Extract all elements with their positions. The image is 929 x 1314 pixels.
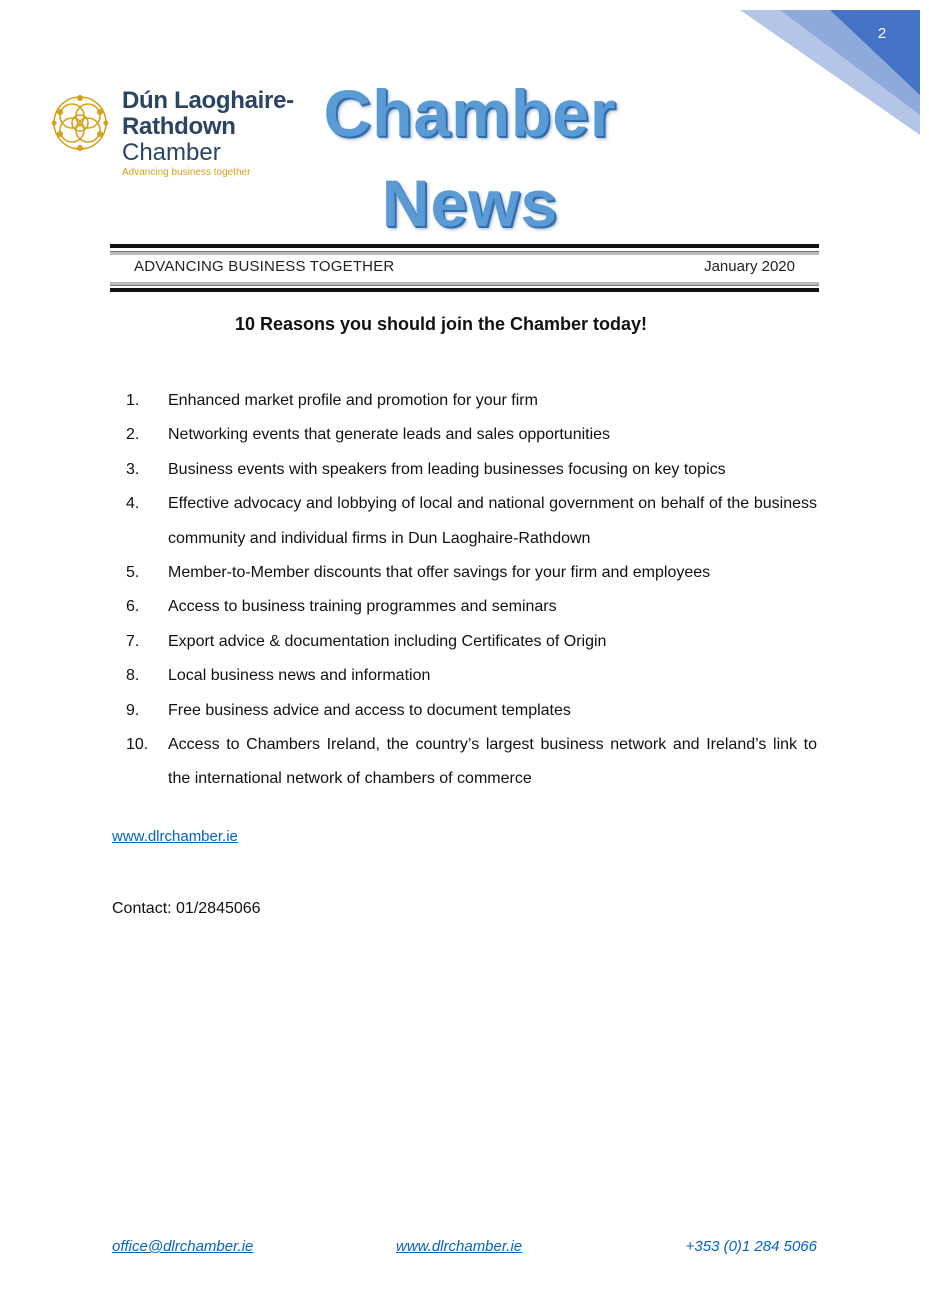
list-item-text: Networking events that generate leads and sales opportunities [168, 426, 611, 444]
celtic-knot-icon [50, 92, 110, 154]
list-item-number: 4. [126, 495, 140, 513]
masthead-word-news: News [381, 166, 559, 240]
list-item-number: 10. [126, 736, 149, 754]
list-item [112, 694, 817, 728]
list-item-number: 7. [126, 632, 140, 650]
page-heading: 10 Reasons you should join the Chamber today! [234, 314, 648, 334]
contact-phone: Contact: 01/2845066 [112, 900, 261, 917]
logo-tagline: Advancing business together [122, 167, 251, 178]
header-rule-top [110, 244, 819, 255]
list-item [112, 659, 817, 693]
list-item [112, 418, 817, 452]
list-item [112, 728, 817, 797]
footer-website-link[interactable]: www.dlrchamber.ie [396, 1238, 523, 1255]
header-band [110, 256, 819, 282]
page-number: 2 [877, 25, 887, 42]
list-item-text: Local business news and information [168, 667, 431, 685]
masthead-word-chamber: Chamber [323, 76, 617, 150]
list-item-number: 1. [126, 392, 140, 409]
footer-email-link[interactable]: office@dlrchamber.ie [112, 1238, 254, 1255]
list-item-number: 6. [126, 598, 140, 616]
logo-text-line3: Chamber [122, 139, 221, 166]
list-item [112, 625, 817, 659]
band-slogan: ADVANCING BUSINESS TOGETHER [134, 258, 395, 275]
chamber-logo [50, 88, 330, 184]
list-item-text: Export advice & documentation including Certificates of Origin [168, 632, 607, 650]
list-item-number: 3. [126, 460, 140, 478]
list-item-number: 2. [126, 426, 140, 444]
list-item-number: 8. [126, 667, 140, 685]
list-item-text: Member-to-Member discounts that offer savings for your firm and employees [168, 564, 711, 582]
header-rule-bottom [110, 282, 819, 292]
list-item-number: 9. [126, 701, 140, 719]
list-item-text: Effective advocacy and lobbying of local and national government on behalf of the business community and individual firms in Dun Laoghaire-Rathdown [168, 495, 817, 547]
masthead-title [300, 68, 640, 248]
website-link[interactable]: www.dlrchamber.ie [112, 828, 238, 845]
list-item-number: 5. [126, 564, 140, 582]
list-item-text: Free business advice and access to document templates [168, 701, 571, 719]
band-date: January 2020 [704, 258, 795, 275]
list-item [112, 384, 817, 418]
reasons-list [112, 384, 817, 797]
list-item [112, 590, 817, 624]
list-item-text: Business events with speakers from leading businesses focusing on key topics [168, 460, 726, 478]
list-item-text: Access to Chambers Ireland, the country’s largest business network and Ireland’s link to the international network of chambers of commerce [168, 736, 817, 788]
list-item [112, 487, 817, 556]
list-item-text: Enhanced market profile and promotion for your firm [168, 392, 538, 409]
logo-text-line2: Rathdown [122, 113, 236, 140]
list-item [112, 556, 817, 590]
logo-text-line1: Dún Laoghaire- [122, 87, 294, 114]
list-item [112, 453, 817, 487]
footer-phone: +353 (0)1 284 5066 [685, 1238, 817, 1255]
list-item-text: Access to business training programmes and seminars [168, 598, 557, 616]
